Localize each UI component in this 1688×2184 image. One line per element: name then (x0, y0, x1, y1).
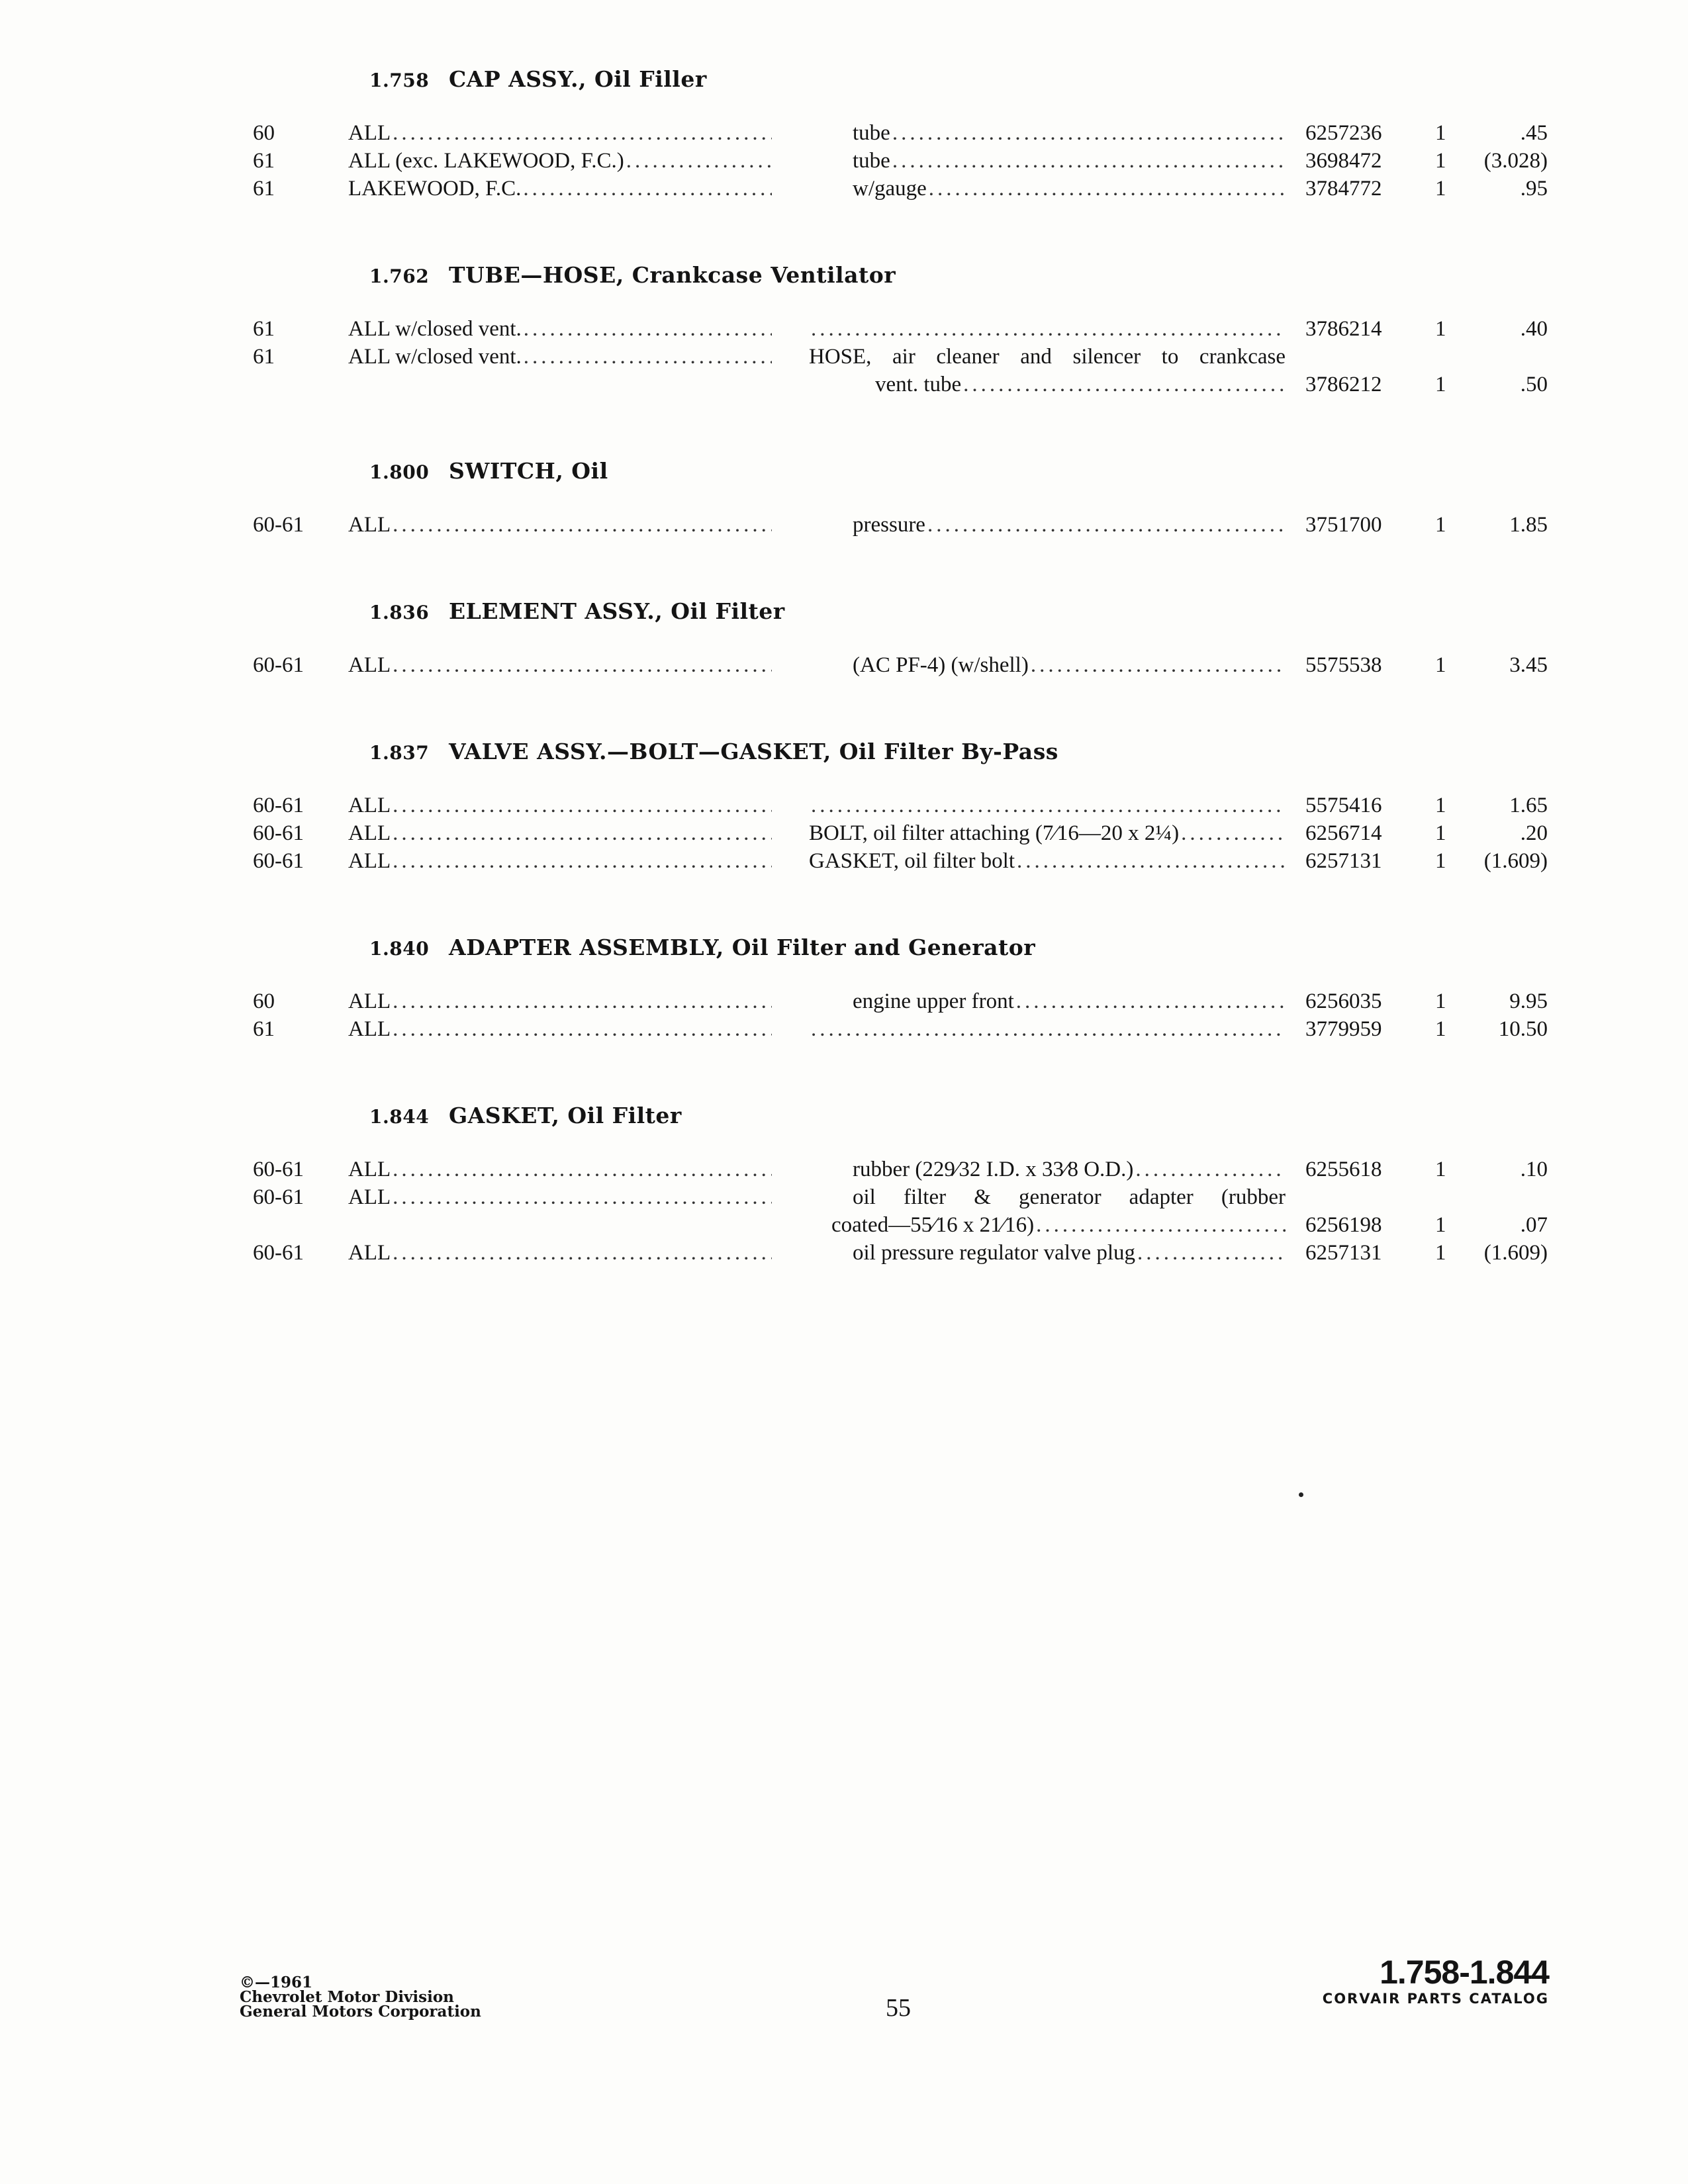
description-text: tube (853, 121, 890, 145)
description-cell (809, 175, 1286, 203)
unit-price: (3.028) (1483, 149, 1548, 173)
section-range: 1.758-1.844 (1380, 1954, 1549, 1991)
division-name: Chevrolet Motor Division (240, 1988, 454, 2006)
description-text: coated—55⁄16 x 21⁄16) (831, 1213, 1035, 1237)
dot-leader (1017, 847, 1286, 875)
section-number: 1.837 (369, 742, 430, 764)
section-heading (369, 921, 1688, 974)
quantity: 1 (1435, 1158, 1446, 1181)
model-name: ALL (348, 1017, 391, 1041)
description-cell (809, 1239, 1286, 1267)
description-cell (809, 119, 1286, 147)
part-number: 6257131 (1305, 849, 1382, 873)
model-year: 60-61 (253, 1158, 304, 1181)
dot-leader (811, 1015, 1286, 1043)
catalog-section (0, 249, 1688, 398)
description-cell (809, 315, 1286, 343)
model-cell (348, 987, 772, 1015)
model-cell (348, 819, 772, 847)
model-name: ALL (exc. LAKEWOOD, F.C.) (348, 149, 624, 173)
description-text: engine upper front (853, 989, 1014, 1013)
part-number: 3779959 (1305, 1017, 1382, 1041)
quantity: 1 (1435, 513, 1446, 537)
dot-leader (393, 792, 772, 819)
model-year: 61 (253, 177, 275, 201)
description-text: BOLT, oil filter attaching (7⁄16—20 x 2¼) (809, 821, 1180, 845)
description-cell (809, 792, 1286, 819)
dot-leader (927, 511, 1286, 539)
description-text: vent. tube (875, 373, 962, 396)
model-cell (348, 343, 772, 371)
description-cell (809, 1015, 1286, 1043)
description-text: w/gauge (853, 177, 927, 201)
model-name: ALL (348, 1241, 391, 1265)
section-number: 1.758 (369, 69, 430, 91)
section-heading (369, 249, 1688, 302)
unit-price: 3.45 (1509, 653, 1548, 677)
part-number: 3786212 (1305, 373, 1382, 396)
dot-leader (626, 147, 772, 175)
dot-leader (524, 315, 772, 343)
model-name: ALL (348, 121, 391, 145)
model-cell (348, 651, 772, 679)
description-cell (809, 511, 1286, 539)
section-title: GASKET, Oil Filter (449, 1103, 682, 1128)
part-number: 6257131 (1305, 1241, 1382, 1265)
description-cell (809, 1183, 1286, 1239)
dot-leader (811, 315, 1286, 343)
quantity: 1 (1435, 121, 1446, 145)
quantity: 1 (1435, 1017, 1446, 1041)
copyright-block (240, 1976, 481, 2019)
model-year: 60-61 (253, 1185, 304, 1209)
description-cell (809, 819, 1286, 847)
quantity: 1 (1435, 1213, 1446, 1237)
part-row (0, 1015, 1688, 1043)
description-cell (809, 847, 1286, 875)
dot-leader (929, 175, 1286, 203)
catalog-section (0, 725, 1688, 875)
part-row (0, 1156, 1688, 1183)
copyright-year: ©—1961 (240, 1974, 313, 1991)
quantity: 1 (1435, 317, 1446, 341)
model-year: 60 (253, 121, 275, 145)
part-row (0, 147, 1688, 175)
description-text: rubber (229⁄32 I.D. x 33⁄8 O.D.) (853, 1158, 1134, 1181)
quantity: 1 (1435, 989, 1446, 1013)
part-number: 3786214 (1305, 317, 1382, 341)
parts-listing (0, 53, 1688, 1313)
quantity: 1 (1435, 149, 1446, 173)
description-cell (809, 343, 1286, 398)
model-year: 60-61 (253, 794, 304, 817)
dot-leader (393, 511, 772, 539)
part-row (0, 987, 1688, 1015)
model-name: ALL (348, 1185, 391, 1209)
section-number: 1.844 (369, 1106, 430, 1128)
dot-leader (393, 1239, 772, 1267)
model-cell (348, 315, 772, 343)
model-year: 61 (253, 317, 275, 341)
model-year: 60-61 (253, 849, 304, 873)
model-name: ALL (348, 821, 391, 845)
model-name: ALL w/closed vent. (348, 345, 522, 369)
dot-leader (1181, 819, 1286, 847)
model-cell (348, 175, 772, 203)
model-year: 61 (253, 149, 275, 173)
catalog-name: CORVAIR PARTS CATALOG (1322, 1991, 1549, 2007)
section-heading (369, 1089, 1688, 1142)
catalog-section (0, 445, 1688, 539)
dot-leader (963, 371, 1286, 398)
part-number: 5575416 (1305, 794, 1382, 817)
part-row (0, 847, 1688, 875)
dot-leader (393, 1156, 772, 1183)
part-number: 5575538 (1305, 653, 1382, 677)
model-year: 61 (253, 1017, 275, 1041)
section-number: 1.840 (369, 938, 430, 960)
section-heading (369, 53, 1688, 106)
unit-price: (1.609) (1483, 849, 1548, 873)
description-text: (AC PF-4) (w/shell) (853, 653, 1029, 677)
dot-leader (523, 175, 772, 203)
model-cell (348, 119, 772, 147)
part-row (0, 119, 1688, 147)
dot-leader (393, 819, 772, 847)
section-title: ADAPTER ASSEMBLY, Oil Filter and Generator (449, 934, 1036, 960)
section-title: TUBE—HOSE, Crankcase Ventilator (449, 262, 896, 288)
description-text: tube (853, 149, 890, 173)
description-cell (809, 147, 1286, 175)
model-name: ALL (348, 794, 391, 817)
model-year: 60 (253, 989, 275, 1013)
part-row (0, 1183, 1688, 1239)
section-footer (1323, 1954, 1549, 2007)
part-number: 6256035 (1305, 989, 1382, 1013)
quantity: 1 (1435, 373, 1446, 396)
dot-leader (1031, 651, 1286, 679)
dot-leader (1135, 1156, 1286, 1183)
dot-leader (393, 119, 772, 147)
catalog-section (0, 585, 1688, 679)
dot-leader (393, 1015, 772, 1043)
model-year: 61 (253, 345, 275, 369)
part-number: 3784772 (1305, 177, 1382, 201)
quantity: 1 (1435, 849, 1446, 873)
part-row (0, 343, 1688, 398)
section-title: SWITCH, Oil (449, 458, 608, 484)
quantity: 1 (1435, 821, 1446, 845)
section-number: 1.800 (369, 461, 430, 483)
dot-leader (393, 651, 772, 679)
dot-leader (892, 147, 1286, 175)
dot-leader (393, 847, 772, 875)
quantity: 1 (1435, 794, 1446, 817)
model-cell (348, 147, 772, 175)
description-cell (809, 1156, 1286, 1183)
section-heading (369, 445, 1688, 498)
unit-price: 1.65 (1509, 794, 1548, 817)
section-heading (369, 725, 1688, 778)
dot-leader (1137, 1239, 1286, 1267)
part-number: 3751700 (1305, 513, 1382, 537)
corporation-name: General Motors Corporation (240, 2003, 481, 2021)
unit-price: .45 (1520, 121, 1548, 145)
unit-price: .20 (1520, 821, 1548, 845)
dot-leader (524, 343, 772, 371)
model-cell (348, 847, 772, 875)
model-name: ALL (348, 513, 391, 537)
section-title: ELEMENT ASSY., Oil Filter (449, 598, 785, 624)
model-year: 60-61 (253, 653, 304, 677)
part-row (0, 792, 1688, 819)
model-name: ALL (348, 1158, 391, 1181)
model-cell (348, 1156, 772, 1183)
part-row (0, 1239, 1688, 1267)
unit-price: 9.95 (1509, 989, 1548, 1013)
unit-price: .50 (1520, 373, 1548, 396)
description-cell (809, 987, 1286, 1015)
description-cell (809, 651, 1286, 679)
unit-price: .95 (1520, 177, 1548, 201)
model-year: 60-61 (253, 1241, 304, 1265)
part-row (0, 511, 1688, 539)
description-text: GASKET, oil filter bolt (809, 849, 1015, 873)
description-text: HOSE, air cleaner and silencer to crankcase (809, 345, 1286, 369)
part-row (0, 315, 1688, 343)
model-name: ALL (348, 849, 391, 873)
dot-leader (811, 792, 1286, 819)
part-number: 6256714 (1305, 821, 1382, 845)
dot-leader (393, 987, 772, 1015)
part-number: 6256198 (1305, 1213, 1382, 1237)
part-row (0, 819, 1688, 847)
section-heading (369, 585, 1688, 638)
model-cell (348, 1015, 772, 1043)
unit-price: .07 (1520, 1213, 1548, 1237)
part-number: 6257236 (1305, 121, 1382, 145)
part-row (0, 175, 1688, 203)
description-text: pressure (853, 513, 925, 537)
section-title: CAP ASSY., Oil Filler (449, 66, 707, 92)
quantity: 1 (1435, 653, 1446, 677)
unit-price: 10.50 (1498, 1017, 1548, 1041)
section-number: 1.762 (369, 265, 430, 287)
dot-leader (1016, 987, 1286, 1015)
scan-speck (1299, 1492, 1303, 1497)
unit-price: .40 (1520, 317, 1548, 341)
unit-price: .10 (1520, 1158, 1548, 1181)
model-cell (348, 792, 772, 819)
model-cell (348, 511, 772, 539)
part-number: 6255618 (1305, 1158, 1382, 1181)
catalog-section (0, 53, 1688, 203)
dot-leader (393, 1183, 772, 1211)
catalog-section (0, 921, 1688, 1043)
catalog-section (0, 1089, 1688, 1267)
quantity: 1 (1435, 1241, 1446, 1265)
quantity: 1 (1435, 177, 1446, 201)
model-name: ALL w/closed vent. (348, 317, 522, 341)
description-text: oil pressure regulator valve plug (853, 1241, 1136, 1265)
model-name: ALL (348, 653, 391, 677)
unit-price: 1.85 (1509, 513, 1548, 537)
part-row (0, 651, 1688, 679)
section-number: 1.836 (369, 602, 430, 623)
model-name: LAKEWOOD, F.C. (348, 177, 522, 201)
unit-price: (1.609) (1483, 1241, 1548, 1265)
dot-leader (892, 119, 1286, 147)
model-year: 60-61 (253, 513, 304, 537)
section-title: VALVE ASSY.—BOLT—GASKET, Oil Filter By-Pass (449, 739, 1058, 764)
model-cell (348, 1183, 772, 1211)
part-number: 3698472 (1305, 149, 1382, 173)
dot-leader (1036, 1211, 1286, 1239)
model-name: ALL (348, 989, 391, 1013)
model-year: 60-61 (253, 821, 304, 845)
page-number: 55 (886, 1994, 911, 2022)
model-cell (348, 1239, 772, 1267)
description-text: oil filter & generator adapter (rubber (853, 1185, 1286, 1209)
